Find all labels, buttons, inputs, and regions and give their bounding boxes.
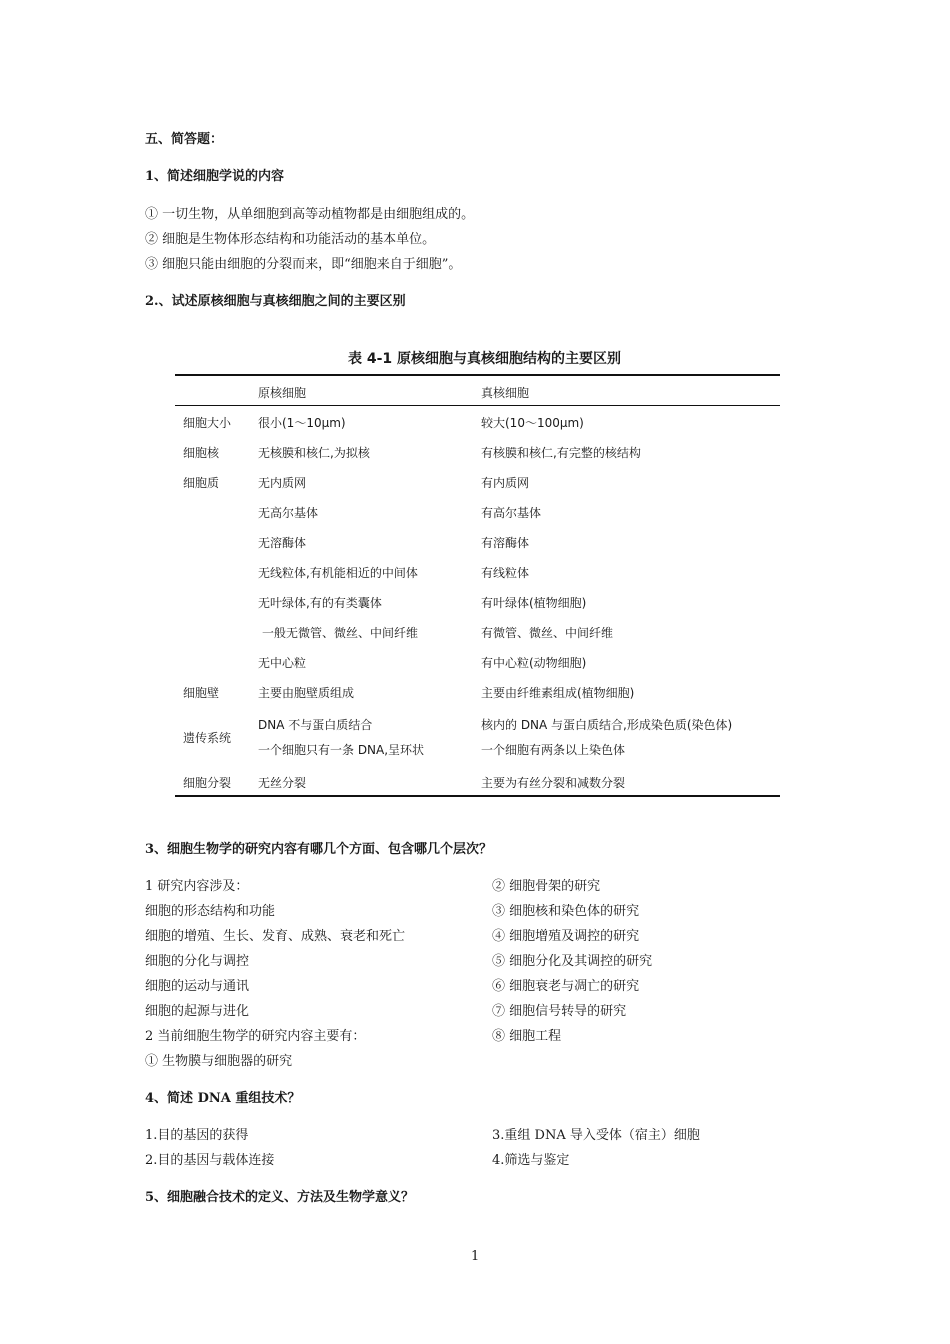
table-cell: 有内质网 xyxy=(481,476,530,490)
table-cell: 有核膜和核仁,有完整的核结构 xyxy=(481,446,641,460)
table-cell: DNA 不与蛋白质结合 xyxy=(258,718,373,732)
table-cell: 无高尔基体 xyxy=(258,506,319,520)
question-5-title: 5、细胞融合技术的定义、方法及生物学意义？ xyxy=(145,1190,415,1205)
table-cell: 一个细胞有两条以上染色体 xyxy=(481,743,626,757)
table-cell: 一般无微管、微丝、中间纤维 xyxy=(262,626,419,640)
q4-left-line: 1.目的基因的获得 xyxy=(145,1128,249,1143)
table-row-label: 细胞壁 xyxy=(183,686,220,700)
table-cell: 无核膜和核仁,为拟核 xyxy=(258,446,370,460)
q3-left-line: ① 生物膜与细胞器的研究 xyxy=(145,1054,293,1069)
table-caption: 表 4-1 原核细胞与真核细胞结构的主要区别 xyxy=(348,351,622,367)
table-header-eukaryote: 真核细胞 xyxy=(481,386,530,400)
table-row-label: 细胞大小 xyxy=(183,416,232,430)
table-cell: 无内质网 xyxy=(258,476,307,490)
table-cell: 较大(10～100μm) xyxy=(481,416,584,430)
q1-line-1: ① 一切生物，从单细胞到高等动植物都是由细胞组成的。 xyxy=(145,207,475,222)
q3-right-line: ⑥ 细胞衰老与凋亡的研究 xyxy=(492,979,640,994)
q3-left-line: 细胞的增殖、生长、发育、成熟、衰老和死亡 xyxy=(145,929,406,944)
question-1-title: 1、简述细胞学说的内容 xyxy=(145,169,285,184)
table-header-prokaryote: 原核细胞 xyxy=(258,386,307,400)
table-cell: 有溶酶体 xyxy=(481,536,530,550)
table-cell: 有中心粒(动物细胞) xyxy=(481,656,587,670)
table-row-label: 细胞分裂 xyxy=(183,776,232,790)
table-cell: 有叶绿体(植物细胞) xyxy=(481,596,587,610)
q3-right-line: ④ 细胞增殖及调控的研究 xyxy=(492,929,640,944)
table-top-rule xyxy=(175,374,780,376)
q3-right-line: ③ 细胞核和染色体的研究 xyxy=(492,904,640,919)
table-cell: 有微管、微丝、中间纤维 xyxy=(481,626,614,640)
table-cell: 主要由胞壁质组成 xyxy=(258,686,355,700)
q3-left-line: 细胞的运动与通讯 xyxy=(145,979,250,994)
table-row-label: 细胞质 xyxy=(183,476,220,490)
q4-left-line: 2.目的基因与载体连接 xyxy=(145,1153,275,1168)
table-cell: 无线粒体,有机能相近的中间体 xyxy=(258,566,418,580)
q3-right-line: ⑦ 细胞信号转导的研究 xyxy=(492,1004,627,1019)
table-cell: 主要由纤维素组成(植物细胞) xyxy=(481,686,635,700)
q3-right-line: ⑤ 细胞分化及其调控的研究 xyxy=(492,954,653,969)
q1-line-2: ② 细胞是生物体形态结构和功能活动的基本单位。 xyxy=(145,232,436,247)
q4-right-line: 3.重组 DNA 导入受体（宿主）细胞 xyxy=(492,1128,700,1143)
table-cell: 主要为有丝分裂和减数分裂 xyxy=(481,776,626,790)
table-cell: 有线粒体 xyxy=(481,566,530,580)
table-bottom-rule xyxy=(175,795,780,797)
question-3-title: 3、细胞生物学的研究内容有哪几个方面、包含哪几个层次？ xyxy=(145,842,493,857)
q3-right-line: ② 细胞骨架的研究 xyxy=(492,879,601,894)
table-cell: 无溶酶体 xyxy=(258,536,307,550)
question-4-title: 4、简述 DNA 重组技术？ xyxy=(145,1091,301,1106)
page-number: 1 xyxy=(471,1249,480,1264)
q3-left-line: 1 研究内容涉及： xyxy=(145,879,249,894)
q3-left-line: 2 当前细胞生物学的研究内容主要有： xyxy=(145,1029,366,1044)
table-header-rule xyxy=(175,405,780,406)
q1-line-3: ③ 细胞只能由细胞的分裂而来，即“细胞来自于细胞”。 xyxy=(145,257,462,272)
table-cell: 很小(1～10μm) xyxy=(258,416,346,430)
table-cell: 核内的 DNA 与蛋白质结合,形成染色质(染色体) xyxy=(481,718,733,732)
q3-left-line: 细胞的分化与调控 xyxy=(145,954,250,969)
table-cell: 有高尔基体 xyxy=(481,506,542,520)
q3-right-line: ⑧ 细胞工程 xyxy=(492,1029,562,1044)
table-row-label: 遗传系统 xyxy=(183,731,232,745)
table-cell: 无叶绿体,有的有类囊体 xyxy=(258,596,382,610)
q3-left-line: 细胞的起源与进化 xyxy=(145,1004,250,1019)
table-row-label: 细胞核 xyxy=(183,446,220,460)
table-cell: 无丝分裂 xyxy=(258,776,307,790)
q3-left-line: 细胞的形态结构和功能 xyxy=(145,904,276,919)
section-title: 五、简答题： xyxy=(145,132,224,147)
table-cell: 一个细胞只有一条 DNA,呈环状 xyxy=(258,743,425,757)
q4-right-line: 4.筛选与鉴定 xyxy=(492,1153,570,1168)
table-cell: 无中心粒 xyxy=(258,656,307,670)
question-2-title: 2.、试述原核细胞与真核细胞之间的主要区别 xyxy=(145,294,406,309)
